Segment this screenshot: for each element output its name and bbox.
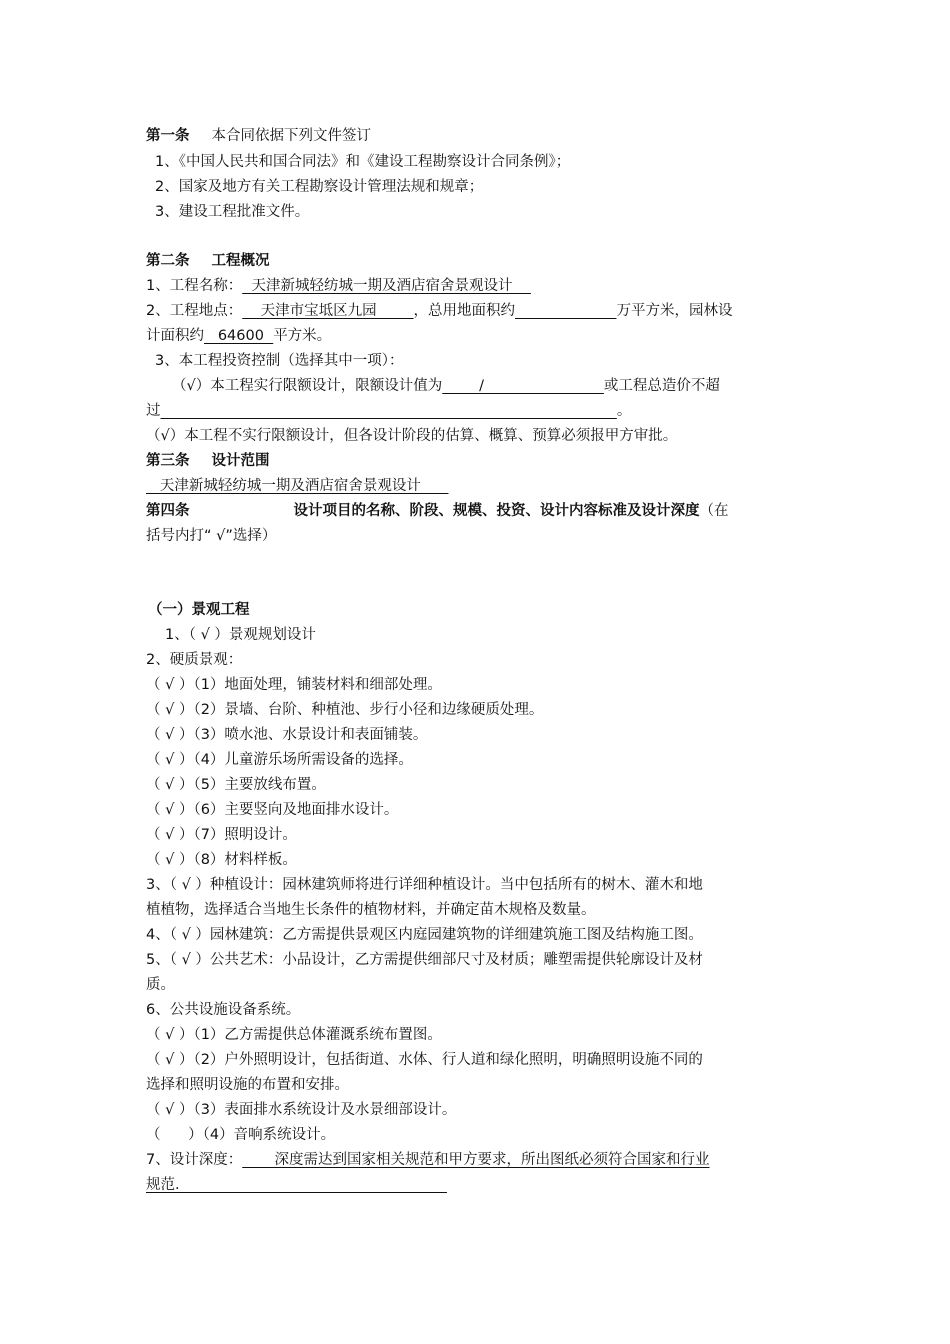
investment-option-1-end: 。 xyxy=(616,403,632,419)
project-site-mid: ，总用地面积约 xyxy=(413,303,516,319)
garden-architecture-item: 4、（ √ ）园林建筑：乙方需提供景观区内庭园建筑物的详细建筑施工图及结构施工图。 xyxy=(146,927,703,943)
total-area-blank xyxy=(515,303,616,319)
article-1-heading: 第一条 xyxy=(146,128,190,144)
article-4-heading-line xyxy=(146,501,729,521)
hardscape-item-1: （ √ ）（1）地面处理，铺装材料和细部处理。 xyxy=(146,677,442,693)
landscape-section-title: （一）景观工程 xyxy=(148,602,250,618)
investment-option-2: （√）本工程不实行限额设计，但各设计阶段的估算、概算、预算必须报甲方审批。 xyxy=(146,428,678,444)
project-site-value: 天津市宝坻区九园 xyxy=(242,303,414,319)
investment-control-title: 3、本工程投资控制（选择其中一项）： xyxy=(155,353,404,369)
article-2-heading: 第二条 xyxy=(146,253,190,269)
project-name-line xyxy=(146,276,531,296)
public-art-line-2: 质。 xyxy=(146,977,175,993)
investment-option-1-line-2 xyxy=(146,401,631,421)
garden-area-line xyxy=(146,326,331,346)
garden-area-label: 计面积约 xyxy=(146,328,204,344)
facility-item-3: （ √ ）（3）表面排水系统设计及水景细部设计。 xyxy=(146,1102,457,1118)
project-site-tail: 万平方米，园林设 xyxy=(616,303,733,319)
article-4-heading: 第四条 xyxy=(146,503,190,519)
hardscape-item-4: （ √ ）（4）儿童游乐场所需设备的选择。 xyxy=(146,752,413,768)
article-4-tail: （在 xyxy=(699,503,729,519)
article-1-heading-line xyxy=(146,126,371,146)
hardscape-item-7: （ √ ）（7）照明设计。 xyxy=(146,827,297,843)
article-2-title: 工程概况 xyxy=(211,253,270,269)
hardscape-item-5: （ √ ）（5）主要放线布置。 xyxy=(146,777,326,793)
project-name-label: 1、工程名称： xyxy=(146,278,243,294)
hardscape-item-2: （ √ ）（2）景墙、台阶、种植池、步行小径和边缘硬质处理。 xyxy=(146,702,544,718)
design-scope-value: 天津新城轻纺城一期及酒店宿舍景观设计 xyxy=(146,478,449,494)
public-facilities-title: 6、公共设施设备系统。 xyxy=(146,1002,301,1018)
investment-option-1-tail: 或工程总造价不超 xyxy=(603,378,720,394)
article-3-heading: 第三条 xyxy=(146,453,190,469)
investment-option-1-text: （√）本工程实行限额设计，限额设计值为 xyxy=(172,378,443,394)
project-site-line xyxy=(146,301,732,321)
article-1-item-3: 3、建设工程批准文件。 xyxy=(155,204,310,220)
investment-option-1-prefix: 过 xyxy=(146,403,161,419)
article-1-title: 本合同依据下列文件签订 xyxy=(211,128,371,144)
limit-value-blank: / xyxy=(442,378,604,394)
article-2-heading-line xyxy=(146,251,270,271)
article-4-title: 设计项目的名称、阶段、规模、投资、设计内容标准及设计深度 xyxy=(293,503,700,519)
article-1-item-2: 2、国家及地方有关工程勘察设计管理法规和规章； xyxy=(155,179,484,195)
total-cost-blank xyxy=(161,403,617,419)
hardscape-item-8: （ √ ）（8）材料样板。 xyxy=(146,852,297,868)
design-depth-label: 7、设计深度： xyxy=(146,1152,243,1168)
article-1-item-1: 1、《中国人民共和国合同法》和《建设工程勘察设计合同条例》； xyxy=(155,154,571,170)
planting-design-line-2: 植植物，选择适合当地生长条件的植物材料，并确定苗木规格及数量。 xyxy=(146,902,596,918)
landscape-planning-item: 1、（ √ ）景观规划设计 xyxy=(165,627,316,643)
article-3-title: 设计范围 xyxy=(211,453,270,469)
design-depth-line-1 xyxy=(146,1150,710,1170)
design-depth-value: 深度需达到国家相关规范和甲方要求，所出图纸必须符合国家和行业 xyxy=(242,1152,710,1168)
design-depth-line-2: 规范. xyxy=(146,1177,447,1193)
public-art-line-1: 5、（ √ ）公共艺术：小品设计，乙方需提供细部尺寸及材质；雕塑需提供轮廓设计及材 xyxy=(146,952,703,968)
project-site-label: 2、工程地点： xyxy=(146,303,243,319)
garden-area-tail: 平方米。 xyxy=(273,328,332,344)
investment-option-1-line xyxy=(172,376,720,396)
hardscape-item-6: （ √ ）（6）主要竖向及地面排水设计。 xyxy=(146,802,399,818)
facility-item-4: （ ）（4）音响系统设计。 xyxy=(146,1127,336,1143)
planting-design-line-1: 3、（ √ ）种植设计：园林建筑师将进行详细种植设计。当中包括所有的树木、灌木和地 xyxy=(146,877,703,893)
hardscape-item-3: （ √ ）（3）喷水池、水景设计和表面铺装。 xyxy=(146,727,428,743)
facility-item-1: （ √ ）（1）乙方需提供总体灌溉系统布置图。 xyxy=(146,1027,442,1043)
article-3-heading-line xyxy=(146,451,270,471)
project-name-value: 天津新城轻纺城一期及酒店宿舍景观设计 xyxy=(242,278,531,294)
garden-area-value: 64600 xyxy=(204,328,274,344)
hardscape-title: 2、硬质景观： xyxy=(146,652,243,668)
facility-item-2-line-1: （ √ ）（2）户外照明设计，包括街道、水体、行人道和绿化照明，明确照明设施不同的 xyxy=(146,1052,703,1068)
article-4-tail-line-2: 括号内打“ √”选择） xyxy=(146,528,277,544)
facility-item-2-line-2: 选择和照明设施的布置和安排。 xyxy=(146,1077,349,1093)
